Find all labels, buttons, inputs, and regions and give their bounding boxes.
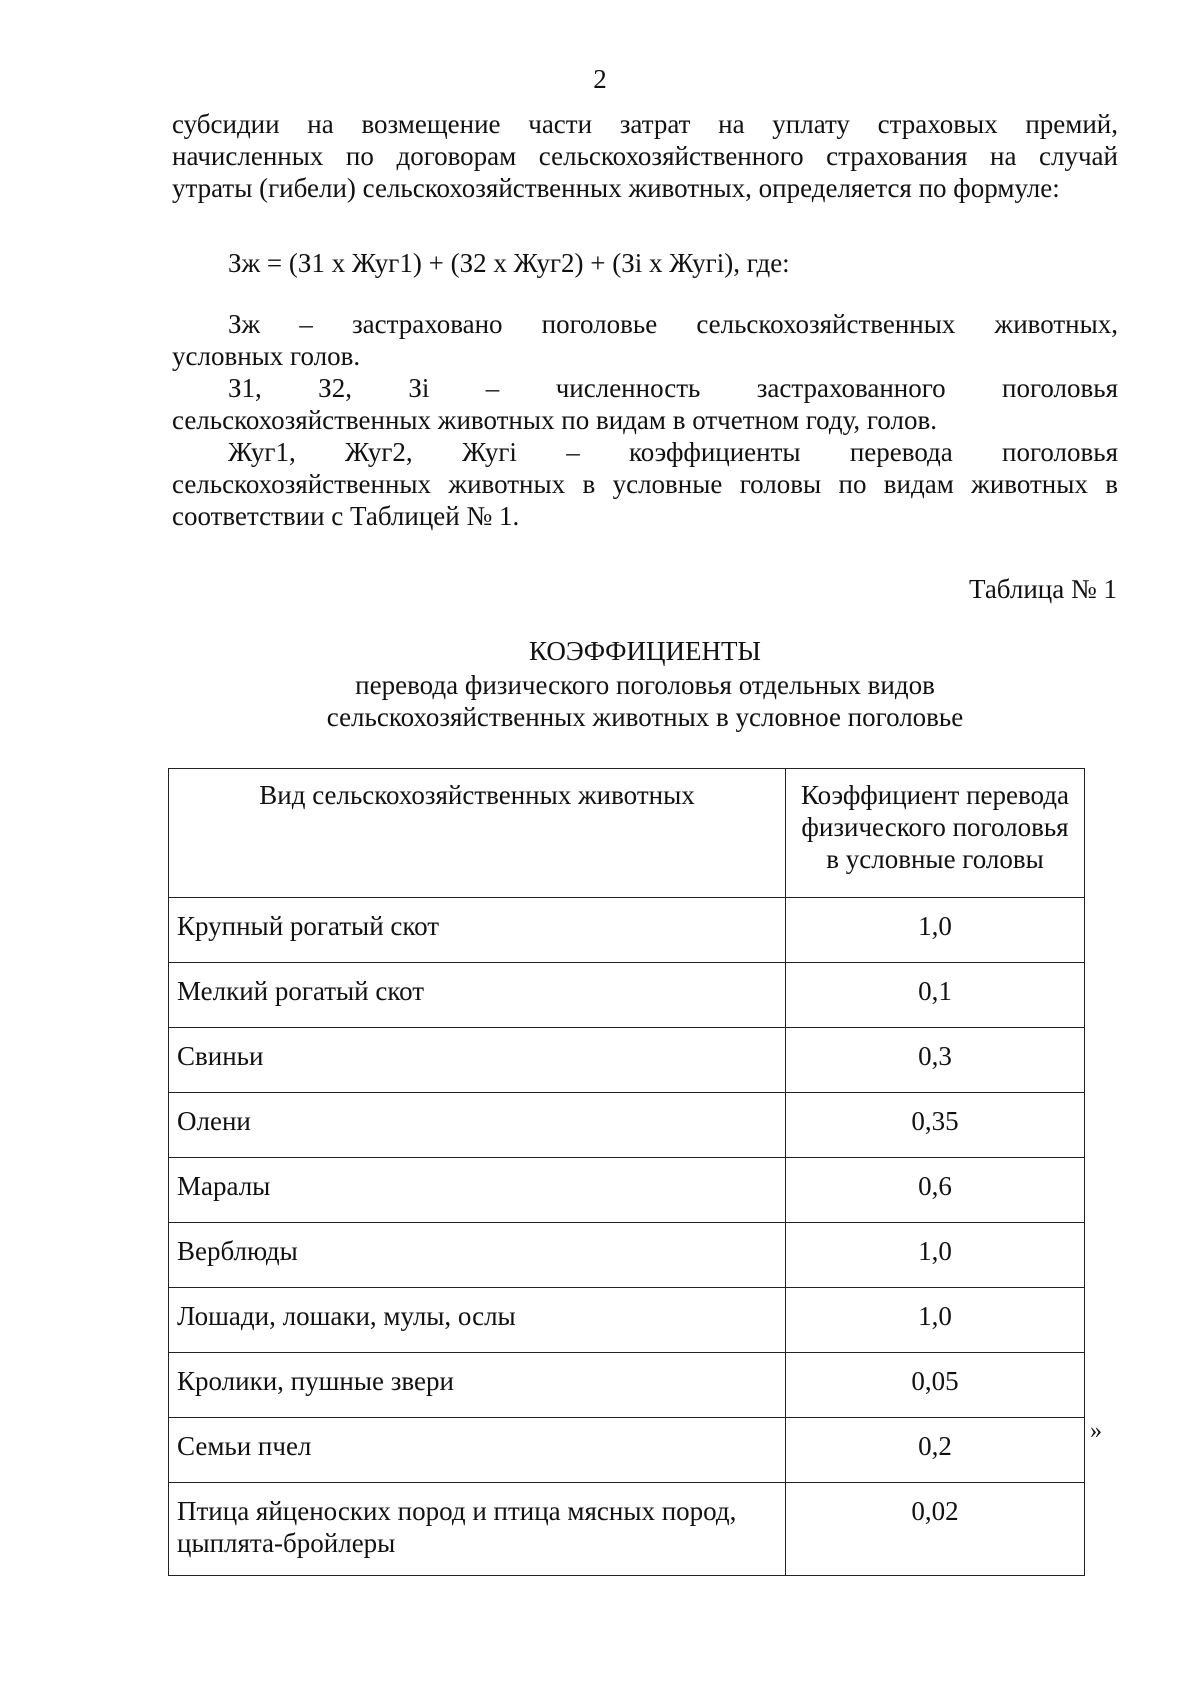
header-animal-type: Вид сельскохозяйственных животных	[169, 769, 786, 898]
definition-zhug-line-2: сельскохозяйственных животных в условные головы по видам животных в	[172, 469, 1118, 499]
header-coefficient-line-1: Коэффициент перевода	[800, 780, 1069, 810]
definition-z-line-2: сельскохозяйственных животных по видам в отчетном году, голов.	[172, 405, 937, 435]
coefficient-value: 0,1	[786, 963, 1085, 1028]
animal-name: Олени	[169, 1093, 786, 1158]
table-row	[169, 1418, 1085, 1483]
intro-line-3: утраты (гибели) сельскохозяйственных животных, определяется по формуле:	[172, 173, 1060, 203]
coefficient-value: 0,02	[786, 1483, 1085, 1576]
table-title: КОЭФФИЦИЕНТЫ	[529, 636, 761, 666]
coefficients-table	[168, 768, 1085, 1576]
coefficient-value: 1,0	[786, 898, 1085, 963]
definition-z-line-1: З1, З2, Зi – численность застрахованного поголовья	[228, 373, 1118, 403]
table-row	[169, 1288, 1085, 1353]
coefficient-value: 1,0	[786, 1288, 1085, 1353]
formula: Зж = (З1 х Жуг1) + (З2 х Жуг2) + (Зi х Жугi), где:	[228, 248, 790, 278]
animal-name: Мелкий рогатый скот	[169, 963, 786, 1028]
coefficient-value: 0,6	[786, 1158, 1085, 1223]
header-coefficient	[786, 769, 1085, 898]
table-row	[169, 1483, 1085, 1576]
definition-z	[172, 372, 1118, 436]
table-row	[169, 1353, 1085, 1418]
animal-name: Лошади, лошаки, мулы, ослы	[169, 1288, 786, 1353]
table-row	[169, 898, 1085, 963]
coefficient-value: 0,2	[786, 1418, 1085, 1483]
coefficient-value: 0,05	[786, 1353, 1085, 1418]
table-header-row	[169, 769, 1085, 898]
coefficient-value: 1,0	[786, 1223, 1085, 1288]
animal-name	[169, 1483, 786, 1576]
coefficient-value: 0,3	[786, 1028, 1085, 1093]
header-coefficient-line-3: в условные головы	[826, 844, 1044, 874]
table-subtitle-line-1: перевода физического поголовья отдельных видов	[355, 670, 935, 700]
definition-zh	[172, 308, 1118, 372]
animal-name: Семьи пчел	[169, 1418, 786, 1483]
page-number: 2	[593, 64, 607, 94]
table-row	[169, 1028, 1085, 1093]
definition-zhug	[172, 436, 1118, 532]
table-row	[169, 963, 1085, 1028]
intro-line-1: субсидии на возмещение части затрат на уплату страховых премий,	[172, 109, 1118, 139]
animal-name: Верблюды	[169, 1223, 786, 1288]
table-row	[169, 1093, 1085, 1158]
header-coefficient-line-2: физического поголовья	[801, 812, 1069, 842]
definition-zh-line-2: условных голов.	[172, 341, 361, 371]
table-caption: Таблица № 1	[969, 574, 1117, 604]
coefficient-value: 0,35	[786, 1093, 1085, 1158]
animal-name-line-1: Птица яйценоских пород и птица мясных пород,	[177, 1496, 737, 1526]
definition-zhug-line-1: Жуг1, Жуг2, Жугi – коэффициенты перевода поголовья	[228, 437, 1118, 467]
animal-name: Маралы	[169, 1158, 786, 1223]
closing-quote: »	[1090, 1418, 1102, 1444]
animal-name: Крупный рогатый скот	[169, 898, 786, 963]
intro-paragraph	[172, 108, 1118, 204]
definition-zh-line-1: Зж – застраховано поголовье сельскохозяйственных животных,	[228, 309, 1118, 339]
table-subtitle-line-2: сельскохозяйственных животных в условное поголовье	[326, 702, 964, 732]
animal-name-line-2: цыплята-бройлеры	[177, 1528, 396, 1558]
definition-zhug-line-3: соответствии с Таблицей № 1.	[172, 501, 520, 531]
table-row	[169, 1223, 1085, 1288]
table-row	[169, 1158, 1085, 1223]
animal-name: Свиньи	[169, 1028, 786, 1093]
animal-name: Кролики, пушные звери	[169, 1353, 786, 1418]
intro-line-2: начисленных по договорам сельскохозяйственного страхования на случай	[172, 141, 1118, 171]
